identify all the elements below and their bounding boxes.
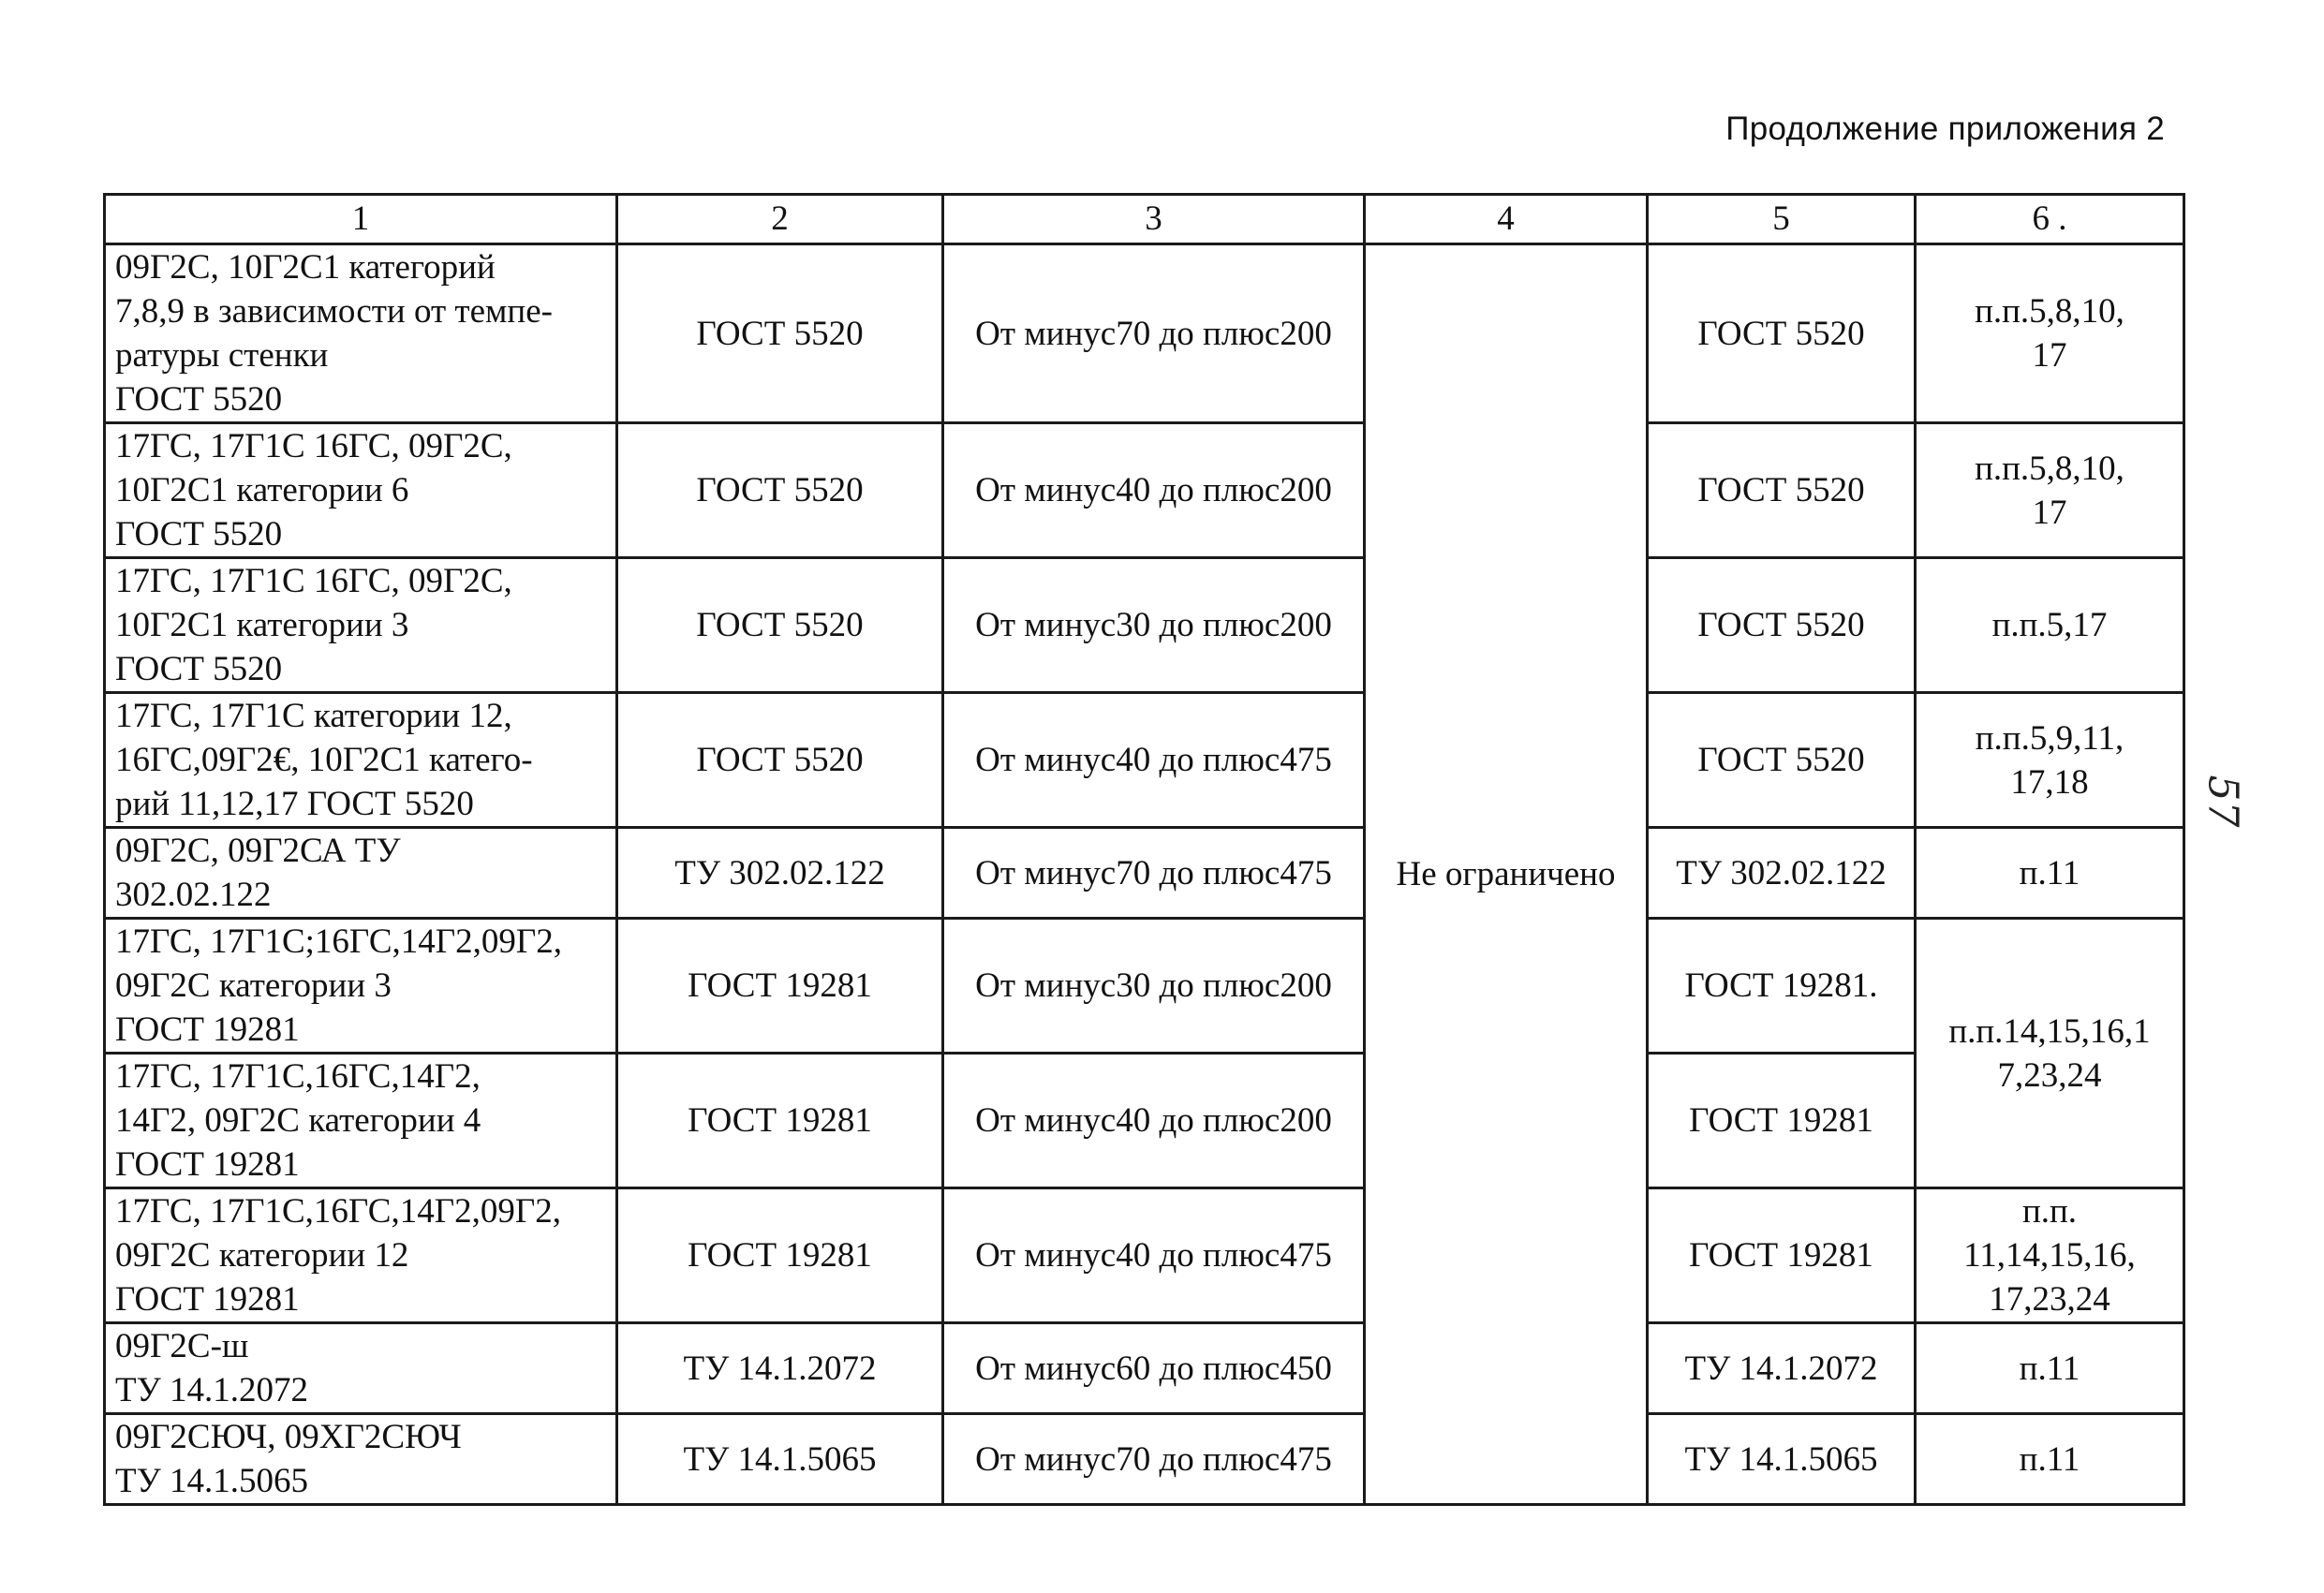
cell-notes: п.п.5,17 bbox=[1916, 558, 2184, 693]
cell-standard: ГОСТ 5520 bbox=[617, 558, 943, 693]
cell-standard: ТУ 302.02.122 bbox=[617, 828, 943, 919]
cell-standard-col5: ГОСТ 19281. bbox=[1648, 919, 1916, 1054]
cell-standard-col5: ТУ 14.1.5065 bbox=[1648, 1414, 1916, 1505]
cell-material: 09Г2С, 10Г2С1 категорий 7,8,9 в зависимости от темпе- ратуры стенки ГОСТ 5520 bbox=[105, 244, 617, 423]
table-row bbox=[105, 1323, 2184, 1414]
cell-standard: ТУ 14.1.2072 bbox=[617, 1323, 943, 1414]
cell-standard-col5: ТУ 302.02.122 bbox=[1648, 828, 1916, 919]
cell-notes: п.п.5,9,11, 17,18 bbox=[1916, 693, 2184, 828]
materials-table bbox=[103, 193, 2185, 1506]
cell-material: 17ГС, 17Г1С,16ГС,14Г2,09Г2, 09Г2С категории 12 ГОСТ 19281 bbox=[105, 1188, 617, 1323]
cell-temperature: От минус70 до плюс200 bbox=[943, 244, 1365, 423]
column-header: 6 . bbox=[1916, 195, 2184, 244]
column-header: 4 bbox=[1365, 195, 1648, 244]
column-header: 3 bbox=[943, 195, 1365, 244]
cell-notes: п.11 bbox=[1916, 1323, 2184, 1414]
cell-standard: ГОСТ 5520 bbox=[617, 423, 943, 558]
cell-temperature: От минус40 до плюс200 bbox=[943, 1054, 1365, 1188]
cell-standard: ГОСТ 19281 bbox=[617, 1054, 943, 1188]
cell-standard-col5: ГОСТ 5520 bbox=[1648, 423, 1916, 558]
cell-standard-col5: ГОСТ 19281 bbox=[1648, 1054, 1916, 1188]
cell-material: 09Г2СЮЧ, 09ХГ2СЮЧ ТУ 14.1.5065 bbox=[105, 1414, 617, 1505]
cell-standard-col5: ТУ 14.1.2072 bbox=[1648, 1323, 1916, 1414]
page-number: 57 bbox=[2198, 774, 2247, 828]
cell-standard: ГОСТ 19281 bbox=[617, 1188, 943, 1323]
cell-standard-col5: ГОСТ 5520 bbox=[1648, 244, 1916, 423]
cell-material: 17ГС, 17Г1С 16ГС, 09Г2С, 10Г2С1 категории 3 ГОСТ 5520 bbox=[105, 558, 617, 693]
cell-material: 17ГС, 17Г1С категории 12, 16ГС,09Г2€, 10Г2С1 катего- рий 11,12,17 ГОСТ 5520 bbox=[105, 693, 617, 828]
table-row bbox=[105, 828, 2184, 919]
cell-temperature: От минус40 до плюс200 bbox=[943, 423, 1365, 558]
cell-standard-col5: ГОСТ 19281 bbox=[1648, 1188, 1916, 1323]
cell-standard-col5: ГОСТ 5520 bbox=[1648, 558, 1916, 693]
column-header: 5 bbox=[1648, 195, 1916, 244]
table-row bbox=[105, 423, 2184, 558]
cell-material: 09Г2С, 09Г2СА ТУ 302.02.122 bbox=[105, 828, 617, 919]
cell-temperature: От минус60 до плюс450 bbox=[943, 1323, 1365, 1414]
cell-standard: ГОСТ 5520 bbox=[617, 244, 943, 423]
table-row bbox=[105, 1188, 2184, 1323]
cell-standard: ТУ 14.1.5065 bbox=[617, 1414, 943, 1505]
table-row bbox=[105, 1054, 2184, 1188]
table-row bbox=[105, 693, 2184, 828]
cell-notes: п.п.5,8,10, 17 bbox=[1916, 423, 2184, 558]
cell-notes-merged: п.п.14,15,16,1 7,23,24 bbox=[1916, 919, 2184, 1188]
column-header: 2 bbox=[617, 195, 943, 244]
table-header-row bbox=[105, 195, 2184, 244]
column-header: 1 bbox=[105, 195, 617, 244]
cell-notes: п.п.5,8,10, 17 bbox=[1916, 244, 2184, 423]
cell-standard: ГОСТ 19281 bbox=[617, 919, 943, 1054]
cell-standard: ГОСТ 5520 bbox=[617, 693, 943, 828]
cell-standard-col5: ГОСТ 5520 bbox=[1648, 693, 1916, 828]
cell-notes: п.11 bbox=[1916, 1414, 2184, 1505]
table-row bbox=[105, 919, 2184, 1054]
table-row bbox=[105, 558, 2184, 693]
cell-temperature: От минус70 до плюс475 bbox=[943, 1414, 1365, 1505]
page-heading: Продолжение приложения 2 bbox=[1725, 111, 2165, 147]
table-row bbox=[105, 1414, 2184, 1505]
cell-temperature: От минус70 до плюс475 bbox=[943, 828, 1365, 919]
cell-temperature: От минус30 до плюс200 bbox=[943, 558, 1365, 693]
cell-material: 17ГС, 17Г1С;16ГС,14Г2,09Г2, 09Г2С категории 3 ГОСТ 19281 bbox=[105, 919, 617, 1054]
cell-notes: п.11 bbox=[1916, 828, 2184, 919]
table-row bbox=[105, 244, 2184, 423]
cell-material: 17ГС, 17Г1С 16ГС, 09Г2С, 10Г2С1 категории 6 ГОСТ 5520 bbox=[105, 423, 617, 558]
cell-pressure-limit: Не ограничено bbox=[1365, 244, 1648, 1505]
cell-temperature: От минус30 до плюс200 bbox=[943, 919, 1365, 1054]
cell-notes: п.п. 11,14,15,16, 17,23,24 bbox=[1916, 1188, 2184, 1323]
cell-temperature: От минус40 до плюс475 bbox=[943, 693, 1365, 828]
cell-temperature: От минус40 до плюс475 bbox=[943, 1188, 1365, 1323]
cell-material: 17ГС, 17Г1С,16ГС,14Г2, 14Г2, 09Г2С категории 4 ГОСТ 19281 bbox=[105, 1054, 617, 1188]
cell-material: 09Г2С-ш ТУ 14.1.2072 bbox=[105, 1323, 617, 1414]
